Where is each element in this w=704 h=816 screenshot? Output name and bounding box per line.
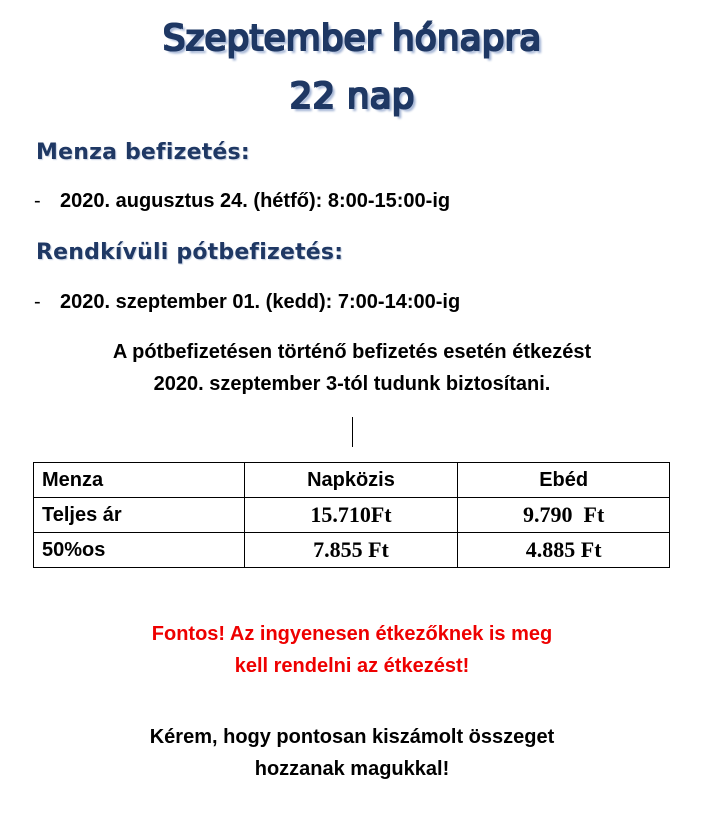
page-title-line-1: Szeptember hónapra <box>162 18 542 59</box>
important-notice <box>0 618 704 682</box>
extra-payment-heading: Rendkívüli pótbefizetés: <box>36 240 344 265</box>
notice-text <box>0 336 704 400</box>
table-cell: 4.885 Ft <box>458 533 670 568</box>
table-row <box>34 533 670 568</box>
price-table <box>33 462 670 568</box>
bullet-marker: - <box>34 291 41 313</box>
notice-line-2: 2020. szeptember 3-tól tudunk biztosítani. <box>153 373 551 395</box>
bullet-marker: - <box>34 190 41 212</box>
menza-bullet-item <box>34 190 450 213</box>
table-cell: 7.855 Ft <box>244 533 458 568</box>
notice-line-1: A pótbefizetésen történő befizetés esetén étkezést <box>112 341 592 363</box>
important-line-1: Fontos! Az ingyenesen étkezőknek is meg <box>151 623 553 645</box>
closing-text <box>0 721 704 785</box>
table-header-cell: Menza <box>34 463 245 498</box>
extra-payment-date-text: 2020. szeptember 01. (kedd): 7:00-14:00-ig <box>60 291 461 313</box>
table-header-row <box>34 463 670 498</box>
table-cell: 15.710Ft <box>244 498 458 533</box>
menza-date-text: 2020. augusztus 24. (hétfő): 8:00-15:00-ig <box>60 190 451 212</box>
table-row <box>34 498 670 533</box>
table-header-cell: Napközis <box>244 463 458 498</box>
table-cell: Teljes ár <box>34 498 245 533</box>
table-cell: 9.790 Ft <box>458 498 670 533</box>
table-header-cell: Ebéd <box>458 463 670 498</box>
closing-line-2: hozzanak magukkal! <box>254 758 450 780</box>
important-line-2: kell rendelni az étkezést! <box>234 655 470 677</box>
text-cursor <box>352 417 353 447</box>
menza-heading: Menza befizetés: <box>36 140 250 165</box>
closing-line-1: Kérem, hogy pontosan kiszámolt összeget <box>149 726 555 748</box>
table-cell: 50%os <box>34 533 245 568</box>
extra-payment-bullet-item <box>34 291 460 314</box>
page-title-line-2: 22 nap <box>289 76 415 117</box>
